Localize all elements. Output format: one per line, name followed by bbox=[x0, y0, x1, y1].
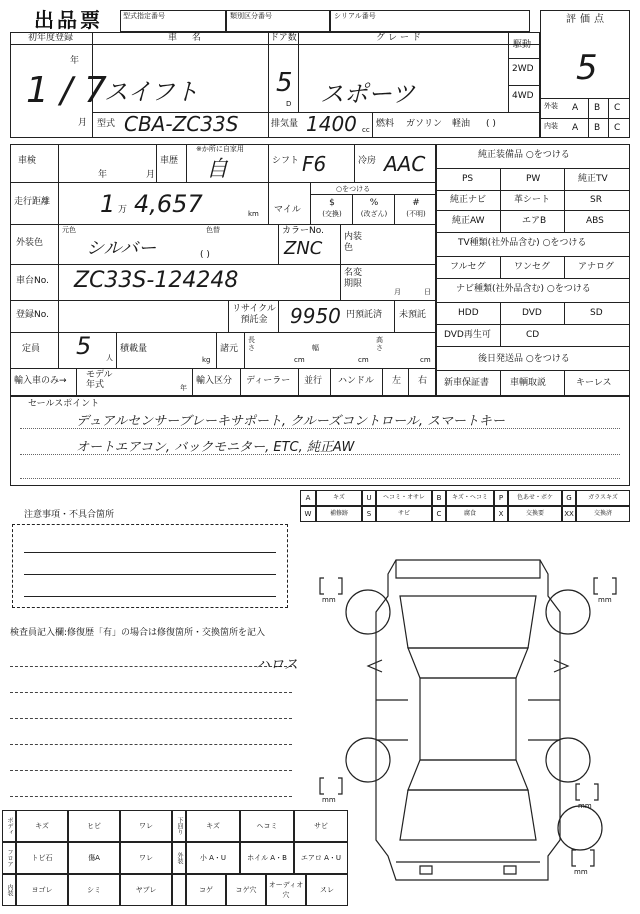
color-number-label: カラーNo. bbox=[282, 226, 324, 236]
equip-aw: 純正AW bbox=[452, 216, 485, 226]
shift-label: シフト bbox=[272, 156, 300, 166]
table-side-label-2 bbox=[172, 874, 186, 906]
inner-grade-c: C bbox=[614, 123, 621, 133]
month-unit: 月 bbox=[78, 118, 88, 128]
legend-code: XX bbox=[562, 506, 576, 522]
navi-dvd: DVD bbox=[522, 308, 542, 318]
caution-label: 注意事項・不具合箇所 bbox=[24, 510, 115, 520]
table-cell: コゲ bbox=[186, 874, 226, 906]
fuel-other: ( ) bbox=[486, 119, 496, 129]
type-designation-label: 型式指定番号 bbox=[123, 12, 165, 20]
door-suffix: D bbox=[286, 100, 292, 108]
mileage-rest-value: 4,657 bbox=[134, 190, 203, 218]
exterior-color-value: シルバー bbox=[86, 238, 157, 259]
equip-navi: 純正ナビ bbox=[450, 195, 487, 205]
inspector-label: 検査員記入欄:修復歴「有」の場合は修復箇所・交換箇所を記入 bbox=[10, 628, 266, 638]
first-registration-label: 初年度登録 bbox=[28, 33, 74, 43]
inspection-month: 月 bbox=[146, 170, 156, 180]
model-year-label: モデル年式 bbox=[86, 370, 113, 390]
table-cell: 小 A・U bbox=[186, 842, 240, 874]
score-value: 5 bbox=[576, 48, 598, 88]
length-label: 長さ bbox=[248, 336, 255, 352]
table-cell: ヨゴレ bbox=[16, 874, 68, 906]
table-side-label: 内装 bbox=[2, 874, 16, 906]
handle-label: ハンドル bbox=[338, 376, 375, 386]
height-label: 高さ bbox=[376, 336, 383, 352]
tv-fullseg: フルセグ bbox=[450, 262, 486, 272]
exterior-color-paren: ( ) bbox=[200, 250, 210, 260]
grade-label: グレード bbox=[376, 33, 425, 43]
history-value: 自 bbox=[206, 157, 229, 182]
table-side-label-2: 下回り bbox=[172, 810, 186, 842]
exterior-color-label: 外装色 bbox=[16, 238, 44, 248]
dimensions-label: 諸元 bbox=[220, 344, 239, 354]
legend-code: G bbox=[562, 490, 576, 506]
legend-meaning: キズ・ヘコミ bbox=[446, 490, 494, 506]
serial-number-label: シリアル番号 bbox=[334, 12, 376, 20]
mileage-opt-tamper: % (改ざん) bbox=[360, 198, 388, 218]
table-cell: ヒビ bbox=[68, 810, 120, 842]
equip-sr: SR bbox=[590, 195, 602, 205]
table-cell: トビ石 bbox=[16, 842, 68, 874]
score-label: 評価点 bbox=[566, 14, 608, 25]
outer-grade-b: B bbox=[594, 103, 601, 113]
capacity-unit: 人 bbox=[106, 354, 113, 362]
grade-value: スポーツ bbox=[320, 80, 416, 108]
drive-4wd: 4WD bbox=[512, 91, 534, 101]
table-cell: ホイル A・B bbox=[240, 842, 294, 874]
load-kg: kg bbox=[202, 356, 211, 364]
sales-point-label: セールスポイント bbox=[28, 399, 100, 409]
cd-option: CD bbox=[526, 330, 540, 340]
height-cm: cm bbox=[420, 356, 431, 364]
table-cell: サビ bbox=[294, 810, 348, 842]
legend-meaning: ガラスキズ bbox=[576, 490, 630, 506]
table-side-label-2: 外装 bbox=[172, 842, 186, 874]
capacity-value: 5 bbox=[76, 332, 92, 360]
legend-code: W bbox=[300, 506, 316, 522]
inner-grade-value: A bbox=[572, 123, 579, 133]
handle-left: 左 bbox=[392, 376, 402, 386]
recycle-not-deposited: 未預託 bbox=[399, 310, 427, 320]
legend-code: C bbox=[432, 506, 446, 522]
recycle-label: リサイクル預託金 bbox=[232, 304, 276, 325]
aircon-value: AAC bbox=[384, 152, 426, 176]
model-label: 型式 bbox=[97, 119, 116, 129]
table-cell: スレ bbox=[306, 874, 348, 906]
door-count-label: ドア数 bbox=[270, 33, 297, 43]
capacity-label: 定員 bbox=[22, 344, 41, 354]
inner-grade-label: 内装 bbox=[544, 122, 558, 130]
legend-meaning: 交換要 bbox=[508, 506, 562, 522]
table-cell: ヤブレ bbox=[120, 874, 172, 906]
registration-label: 登録No. bbox=[16, 310, 49, 320]
displacement-label: 排気量 bbox=[271, 119, 299, 129]
mm-rear-left: mm bbox=[322, 796, 336, 804]
history-note: ※か所に自家用 bbox=[196, 145, 244, 153]
model-value: CBA-ZC33S bbox=[124, 112, 239, 136]
inner-grade-b: B bbox=[594, 123, 601, 133]
later-manual: 車輌取説 bbox=[510, 378, 547, 388]
history-label: 車歴 bbox=[160, 156, 179, 166]
mm-front-right: mm bbox=[598, 596, 612, 604]
first-registration-value: 1 / 7 bbox=[26, 70, 107, 111]
equip-tv: 純正TV bbox=[578, 174, 608, 184]
form-title: 出品票 bbox=[34, 8, 103, 32]
width-label: 幅 bbox=[312, 344, 319, 352]
aircon-label: 冷房 bbox=[358, 156, 377, 166]
table-cell: キズ bbox=[16, 810, 68, 842]
displacement-value: 1400 bbox=[306, 112, 357, 136]
load-label: 積載量 bbox=[120, 344, 148, 354]
length-cm: cm bbox=[294, 356, 305, 364]
later-title: 後日発送品 ○をつける bbox=[478, 354, 570, 364]
navi-sd: SD bbox=[590, 308, 603, 318]
tv-type-title: TV種類(社外品含む) ○をつける bbox=[458, 238, 587, 248]
navi-type-title: ナビ種類(社外品含む) ○をつける bbox=[456, 284, 591, 294]
equip-abs: ABS bbox=[586, 216, 604, 226]
tv-analog: アナログ bbox=[578, 262, 615, 272]
mileage-circle-note: ○をつける bbox=[336, 185, 371, 193]
chassis-value: ZC33S-124248 bbox=[74, 268, 239, 293]
mm-front-left: mm bbox=[322, 596, 336, 604]
category-number-label: 類別区分番号 bbox=[230, 12, 272, 20]
color-number-value: ZNC bbox=[284, 238, 323, 259]
mileage-mile-unit: マイル bbox=[274, 205, 301, 215]
interior-color-label: 内装色 bbox=[344, 232, 363, 253]
equipment-title: 純正装備品 ○をつける bbox=[478, 150, 570, 160]
mileage-km-unit: km bbox=[248, 210, 259, 218]
table-cell: ワレ bbox=[120, 810, 172, 842]
sales-point-line2: オートエアコン, バックモニター, ETC, 純正AW bbox=[76, 440, 355, 455]
fuel-diesel: 軽油 bbox=[452, 119, 471, 129]
name-change-month: 月 bbox=[394, 288, 401, 296]
equip-airbag: エアB bbox=[522, 216, 547, 226]
mm-spare: mm bbox=[574, 868, 588, 876]
import-category-label: 輸入区分 bbox=[196, 376, 233, 386]
inspector-note: ハロス bbox=[256, 657, 298, 673]
chassis-label: 車台No. bbox=[16, 276, 49, 286]
legend-meaning: サビ bbox=[376, 506, 432, 522]
mileage-man-value: 1 bbox=[100, 190, 116, 218]
mileage-opt-exchange: $ (交換) bbox=[322, 198, 342, 218]
repaint-color-label: 色替 bbox=[206, 226, 220, 234]
drive-2wd: 2WD bbox=[512, 64, 534, 74]
outer-grade-label: 外装 bbox=[544, 102, 558, 110]
legend-code: B bbox=[432, 490, 446, 506]
fuel-gasoline: ガソリン bbox=[406, 119, 443, 129]
mm-rear-right: mm bbox=[578, 802, 592, 810]
import-dealer: ディーラー bbox=[246, 376, 291, 386]
recycle-value: 9950 bbox=[290, 304, 341, 328]
legend-meaning: 色あせ・ボケ bbox=[508, 490, 562, 506]
import-only-label: 輸入車のみ→ bbox=[14, 376, 67, 386]
inspection-label: 車検 bbox=[18, 156, 37, 166]
legend-code: A bbox=[300, 490, 316, 506]
equip-leather: 革シート bbox=[514, 195, 551, 205]
tv-oneseg: ワンセグ bbox=[514, 262, 551, 272]
mileage-man-unit: 万 bbox=[118, 205, 128, 215]
name-change-label: 名変期限 bbox=[344, 268, 363, 289]
equip-ps: PS bbox=[462, 174, 474, 184]
car-name-header: 車 名 bbox=[168, 33, 207, 43]
table-cell: キズ bbox=[186, 810, 240, 842]
later-warranty: 新車保証書 bbox=[444, 378, 490, 388]
table-cell: オーディオ穴 bbox=[266, 874, 306, 906]
drive-label: 駆動 bbox=[513, 40, 532, 50]
legend-meaning: ヘコミ・オサレ bbox=[376, 490, 432, 506]
outer-grade-c: C bbox=[614, 103, 621, 113]
mileage-label: 走行距離 bbox=[14, 197, 51, 207]
model-year-unit: 年 bbox=[180, 384, 187, 392]
name-change-day: 日 bbox=[424, 288, 431, 296]
door-count-value: 5 bbox=[276, 68, 293, 98]
width-cm: cm bbox=[358, 356, 369, 364]
car-name-value: スイフト bbox=[104, 78, 199, 106]
legend-code: X bbox=[494, 506, 508, 522]
legend-meaning: 腐食 bbox=[446, 506, 494, 522]
legend-code: S bbox=[362, 506, 376, 522]
shift-value: F6 bbox=[302, 152, 327, 176]
table-side-label: フロア bbox=[2, 842, 16, 874]
handle-right: 右 bbox=[418, 376, 428, 386]
equip-pw: PW bbox=[526, 174, 541, 184]
later-keyless: キーレス bbox=[576, 378, 612, 388]
table-cell: コゲ穴 bbox=[226, 874, 266, 906]
legend-meaning: 補修跡 bbox=[316, 506, 362, 522]
dvd-playable: DVD再生可 bbox=[444, 330, 491, 340]
mileage-opt-unknown: # (不明) bbox=[406, 198, 426, 218]
import-parallel: 並行 bbox=[304, 376, 323, 386]
navi-hdd: HDD bbox=[458, 308, 479, 318]
legend-meaning: 交換済 bbox=[576, 506, 630, 522]
sales-point-line1: デュアルセンサーブレーキサポート, クルーズコントロール, スマートキー bbox=[76, 414, 505, 429]
year-unit: 年 bbox=[70, 56, 80, 66]
table-cell: エアロ A・U bbox=[294, 842, 348, 874]
table-cell: 傷A bbox=[68, 842, 120, 874]
table-cell: ワレ bbox=[120, 842, 172, 874]
table-side-label: ボディ bbox=[2, 810, 16, 842]
legend-code: U bbox=[362, 490, 376, 506]
original-color-label: 元色 bbox=[62, 226, 76, 234]
table-cell: ヘコミ bbox=[240, 810, 294, 842]
table-cell: シミ bbox=[68, 874, 120, 906]
inspection-year: 年 bbox=[98, 170, 108, 180]
fuel-label: 燃料 bbox=[376, 119, 395, 129]
recycle-deposited: 円預託済 bbox=[346, 310, 383, 320]
legend-meaning: キズ bbox=[316, 490, 362, 506]
legend-code: P bbox=[494, 490, 508, 506]
cc-unit: cc bbox=[362, 126, 370, 134]
outer-grade-value: A bbox=[572, 103, 579, 113]
